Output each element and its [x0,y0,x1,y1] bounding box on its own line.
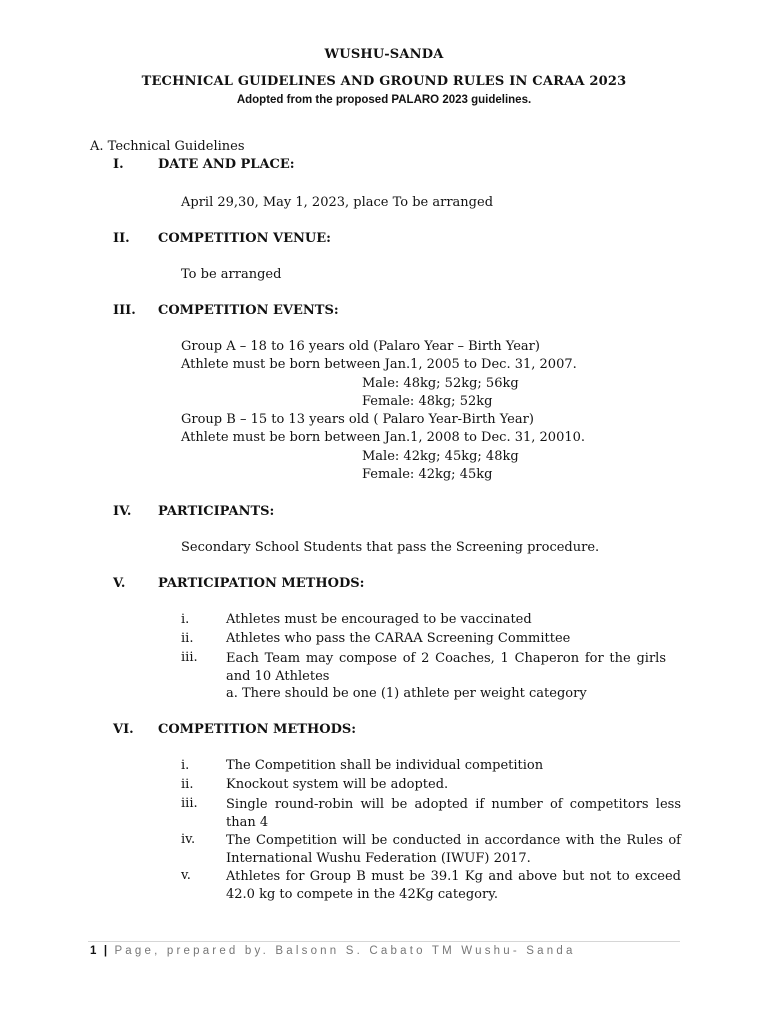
group-b-line: Group B – 15 to 13 years old ( Palaro Year-Birth Year) [181,412,534,427]
list-number: i. [181,612,190,627]
group-a-birth-line: Athlete must be born between Jan.1, 2005 to Dec. 31, 2007. [181,357,577,372]
page-footer [90,945,576,957]
adopted-note: Adopted from the proposed PALARO 2023 guidelines. [236,94,532,106]
group-a-female-weights: Female: 48kg; 52kg [362,394,493,409]
group-a-male-weights: Male: 48kg; 52kg; 56kg [362,376,519,391]
list-number: iii. [181,796,198,811]
section-4-title: PARTICIPANTS: [158,504,275,519]
group-b-birth-line: Athlete must be born between Jan.1, 2008 to Dec. 31, 20010. [181,430,586,445]
section-2-number: II. [113,231,130,246]
section-1-text: April 29,30, May 1, 2023, place To be arranged [181,195,494,210]
footer-text: Page, prepared by. Balsonn S. Cabato TM Wushu- Sanda [114,945,576,957]
section-3-number: III. [113,303,136,318]
list-number: ii. [181,777,194,792]
list-item: Knockout system will be adopted. [226,777,449,792]
group-b-female-weights: Female: 42kg; 45kg [362,467,493,482]
list-number: iv. [181,832,196,847]
section-2-text: To be arranged [181,267,282,282]
section-6-title: COMPETITION METHODS: [158,722,357,737]
document-subtitle: TECHNICAL GUIDELINES AND GROUND RULES IN CARAA 2023 [141,74,627,89]
section-1-number: I. [113,157,124,172]
section-5-title: PARTICIPATION METHODS: [158,576,365,591]
list-item: Single round-robin will be adopted if number of competitors less than 4 [226,797,681,830]
section-4-number: IV. [113,504,132,519]
list-number: ii. [181,631,194,646]
list-number: iii. [181,650,198,665]
section-1-title: DATE AND PLACE: [158,157,295,172]
list-item: Athletes who pass the CARAA Screening Committee [226,631,571,646]
document-title: WUSHU-SANDA [324,47,444,62]
footer-separator: | [103,945,109,957]
section-3-title: COMPETITION EVENTS: [158,303,339,318]
group-a-line: Group A – 18 to 16 years old (Palaro Year – Birth Year) [181,339,540,354]
list-item: Athletes must be encouraged to be vaccinated [226,612,532,627]
list-number: i. [181,758,190,773]
section-2-title: COMPETITION VENUE: [158,231,331,246]
group-b-male-weights: Male: 42kg; 45kg; 48kg [362,449,519,464]
list-item: Athletes for Group B must be 39.1 Kg and above but not to exceed 42.0 kg to compete in the 42Kg category. [226,869,681,902]
weight-category-note: a. There should be one (1) athlete per weight category [226,686,587,701]
footer-divider [88,941,680,942]
list-item: Each Team may compose of 2 Coaches, 1 Chaperon for the girls and 10 Athletes [226,651,666,684]
section-a-label: A. Technical Guidelines [90,139,245,154]
list-item: The Competition will be conducted in accordance with the Rules of International Wushu Federation (IWUF) 2017. [226,833,681,866]
page-number: 1 [90,945,98,957]
section-4-text: Secondary School Students that pass the Screening procedure. [181,540,600,555]
list-item: The Competition shall be individual competition [226,758,544,773]
section-6-number: VI. [113,722,134,737]
list-number: v. [181,868,191,883]
section-5-number: V. [113,576,126,591]
